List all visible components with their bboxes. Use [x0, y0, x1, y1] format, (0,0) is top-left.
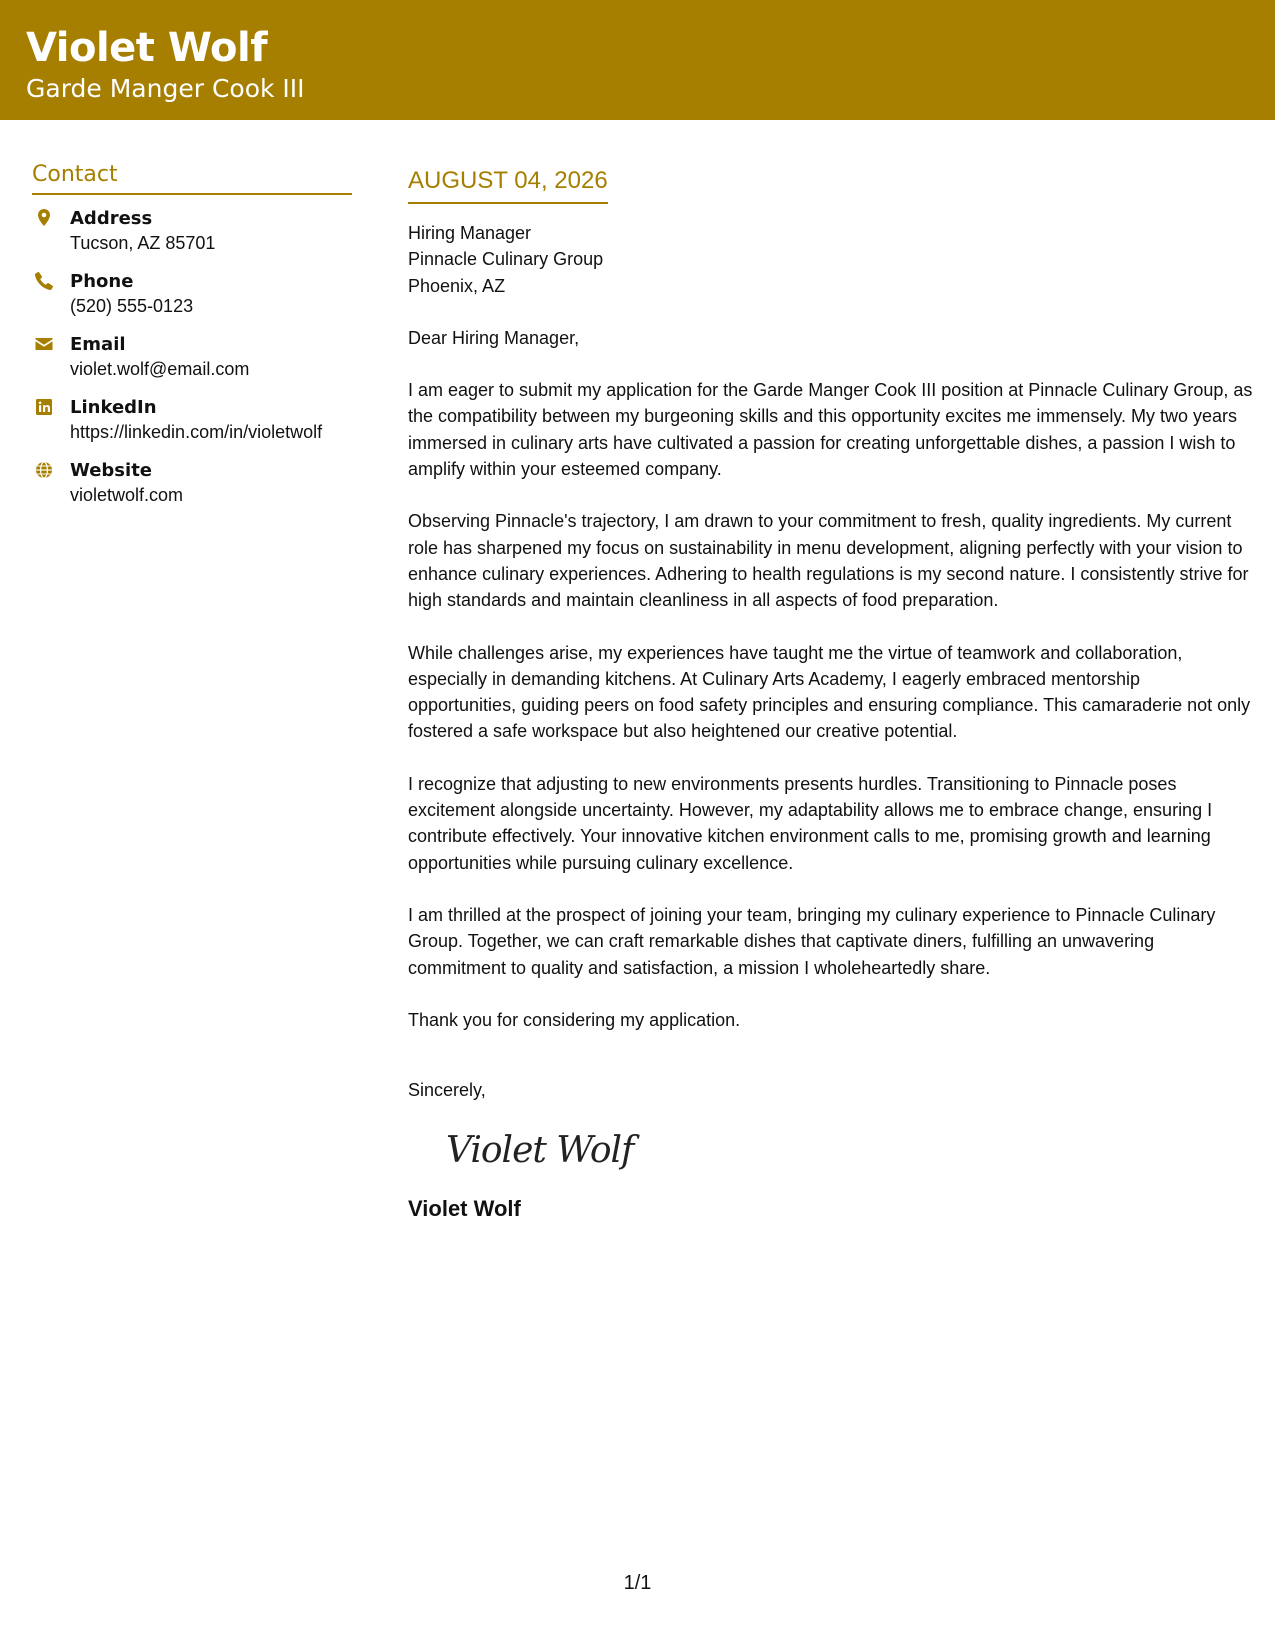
handwritten-signature: Violet Wolf [446, 1130, 634, 1172]
letter-date: AUGUST 04, 2026 [408, 166, 608, 204]
envelope-icon [34, 334, 54, 354]
contact-label: Address [70, 208, 153, 229]
letter-paragraph: Thank you for considering my application. [408, 1009, 741, 1030]
letter-paragraph: Observing Pinnacle's trajectory, I am drawn to your commitment to fresh, quality ingredients. My current role has sharpened my focus on sustainability in menu development, aligning perfectly with your vision to enhance culinary experiences. Adhering to health regulations is my second nature. I consistently strive for high standards and maintain cleanliness in all aspects of food preparation. [408, 511, 1249, 611]
phone-icon [34, 271, 54, 291]
contact-value: violet.wolf@email.com [70, 359, 250, 379]
letter-body [408, 166, 1253, 1223]
page-number: 1/1 [623, 1572, 652, 1594]
contact-value: https://linkedin.com/in/violetwolf [70, 422, 323, 442]
contact-label: Email [70, 334, 126, 355]
contact-item-email [32, 333, 352, 381]
contact-item-linkedin [32, 396, 352, 444]
salutation: Dear Hiring Manager, [408, 327, 580, 348]
contact-label: LinkedIn [70, 397, 157, 418]
contact-value: violetwolf.com [70, 485, 184, 505]
header-banner [0, 0, 1275, 120]
contact-section-title: Contact [32, 162, 352, 195]
applicant-name: Violet Wolf [26, 25, 268, 71]
contact-item-address [32, 207, 352, 255]
recipient-block [408, 220, 1253, 299]
contact-label: Phone [70, 271, 134, 292]
recipient-line: Hiring Manager [408, 223, 532, 243]
letter-paragraph: I am eager to submit my application for the Garde Manger Cook III position at Pinnacle Culinary Group, as the compatibility between my burgeoning skills and this opportunity excites me immensely. My two years immersed in culinary arts have cultivated a passion for creating unforgettable dishes, a passion I wish to amplify within your esteemed company. [408, 380, 1253, 480]
contact-value: Tucson, AZ 85701 [70, 233, 216, 253]
recipient-line: Phoenix, AZ [408, 275, 506, 296]
letter-paragraph: I recognize that adjusting to new environments presents hurdles. Transitioning to Pinnacle poses excitement alongside uncertainty. However, my adaptability allows me to embrace change, ensuring I contribute effectively. Your innovative kitchen environment calls to me, promising growth and learning opportunities while pursuing culinary excellence. [408, 773, 1213, 873]
letter-paragraph: I am thrilled at the prospect of joining your team, bringing my culinary experience to Pinnacle Culinary Group. Together, we can craft remarkable dishes that captivate diners, fulfilling an unwavering commitment to quality and satisfaction, a mission I wholeheartedly share. [408, 904, 1216, 978]
contact-label: Website [70, 460, 153, 481]
recipient-line: Pinnacle Culinary Group [408, 249, 604, 270]
contact-item-website [32, 459, 352, 507]
globe-icon [34, 460, 54, 480]
contact-sidebar [32, 162, 352, 522]
contact-value: (520) 555-0123 [70, 296, 194, 316]
contact-item-phone [32, 270, 352, 318]
closing: Sincerely, [408, 1080, 486, 1101]
linkedin-icon [34, 397, 54, 417]
job-title: Garde Manger Cook III [26, 74, 305, 103]
letter-paragraph: While challenges arise, my experiences have taught me the virtue of teamwork and collaboration, especially in demanding kitchens. At Culinary Arts Academy, I eagerly embraced mentorship opportunities, guiding peers on food safety principles and ensuring compliance. This camaraderie not only fostered a safe workspace but also heightened our creative potential. [408, 642, 1251, 742]
location-pin-icon [34, 208, 54, 228]
signer-name: Violet Wolf [408, 1196, 521, 1222]
